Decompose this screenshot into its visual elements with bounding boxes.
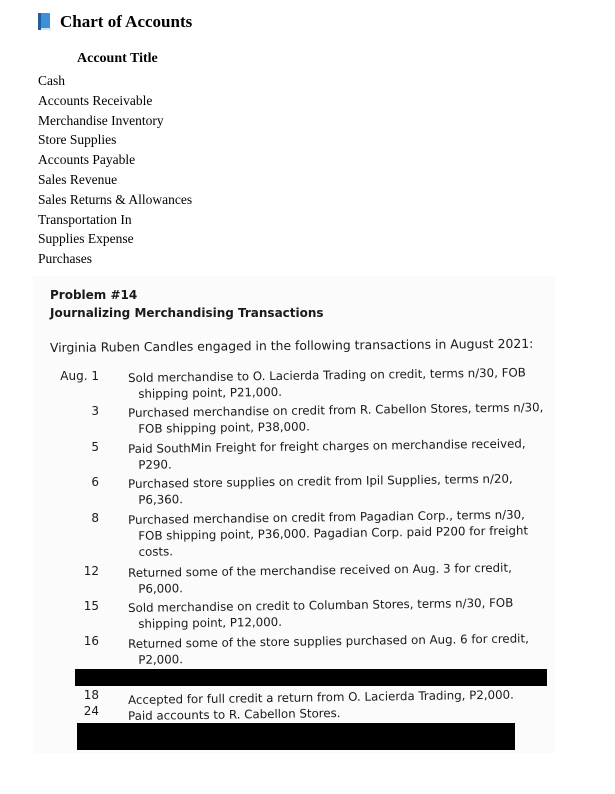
redaction-bar — [75, 669, 547, 686]
book-icon — [38, 13, 53, 31]
account-item: Sales Revenue — [38, 171, 118, 187]
transaction-description: Returned some of the merchandise received on Aug. 3 for credit, P6,000. — [128, 560, 512, 596]
transaction-description: Purchased store supplies on credit from Ipil Supplies, terms n/20, P6,360. — [128, 471, 513, 507]
problem-intro: Virginia Ruben Candles engaged in the following transactions in August 2021: — [49, 335, 534, 355]
transaction-day: 15 — [83, 599, 99, 613]
transaction-day: 16 — [83, 634, 99, 648]
transaction-description: Sold merchandise on credit to Columban Stores, terms n/30, FOB shipping point, P12,000. — [128, 595, 514, 631]
account-item: Accounts Payable — [38, 152, 136, 168]
transaction-description: Returned some of the store supplies purchased on Aug. 6 for credit, P2,000. — [128, 631, 529, 667]
account-title-header: Account Title — [77, 51, 158, 66]
page-title: Chart of Accounts — [60, 12, 193, 31]
transaction-description: Accepted for full credit a return from O. Lacierda Trading, P2,000. — [128, 687, 514, 707]
page-header — [38, 12, 192, 32]
transaction-description: Paid accounts to R. Cabellon Stores. — [128, 706, 341, 723]
transaction-description: Paid SouthMin Freight for freight charges on merchandise received, P290. — [128, 436, 526, 472]
transaction-day: 5 — [91, 440, 99, 454]
account-item: Store Supplies — [38, 132, 117, 148]
transaction-day: 24 — [83, 704, 99, 718]
transaction-day: 8 — [91, 511, 99, 525]
account-item: Sales Returns & Allowances — [38, 191, 193, 207]
transaction-day: 12 — [83, 564, 99, 578]
account-item: Transportation In — [38, 211, 132, 227]
problem-number: Problem #14 — [50, 288, 138, 302]
transaction-description: Purchased merchandise on credit from R. Cabellon Stores, terms n/30, FOB shipping point, P38,000. — [128, 400, 544, 436]
transaction-description: Sold merchandise to O. Lacierda Trading on credit, terms n/30, FOB shipping point, P21,000. — [128, 365, 526, 401]
account-item: Supplies Expense — [38, 231, 134, 247]
transaction-day: 6 — [91, 475, 99, 489]
transaction-day: 3 — [91, 404, 99, 418]
redaction-bar — [77, 723, 515, 750]
account-item: Accounts Receivable — [38, 92, 153, 108]
transaction-day: 18 — [83, 688, 99, 702]
problem-title: Journalizing Merchandising Transactions — [50, 306, 324, 320]
transaction-day: Aug. 1 — [60, 369, 99, 383]
account-item: Purchases — [38, 251, 92, 267]
account-list — [38, 71, 192, 269]
account-item: Cash — [38, 73, 65, 88]
transaction-description: Purchased merchandise on credit from Pagadian Corp., terms n/30, FOB shipping point, P36,000. Pagadian Corp. paid P200 for freight costs. — [128, 507, 529, 559]
problem-sheet-image — [33, 276, 555, 753]
account-item: Merchandise Inventory — [38, 112, 164, 128]
